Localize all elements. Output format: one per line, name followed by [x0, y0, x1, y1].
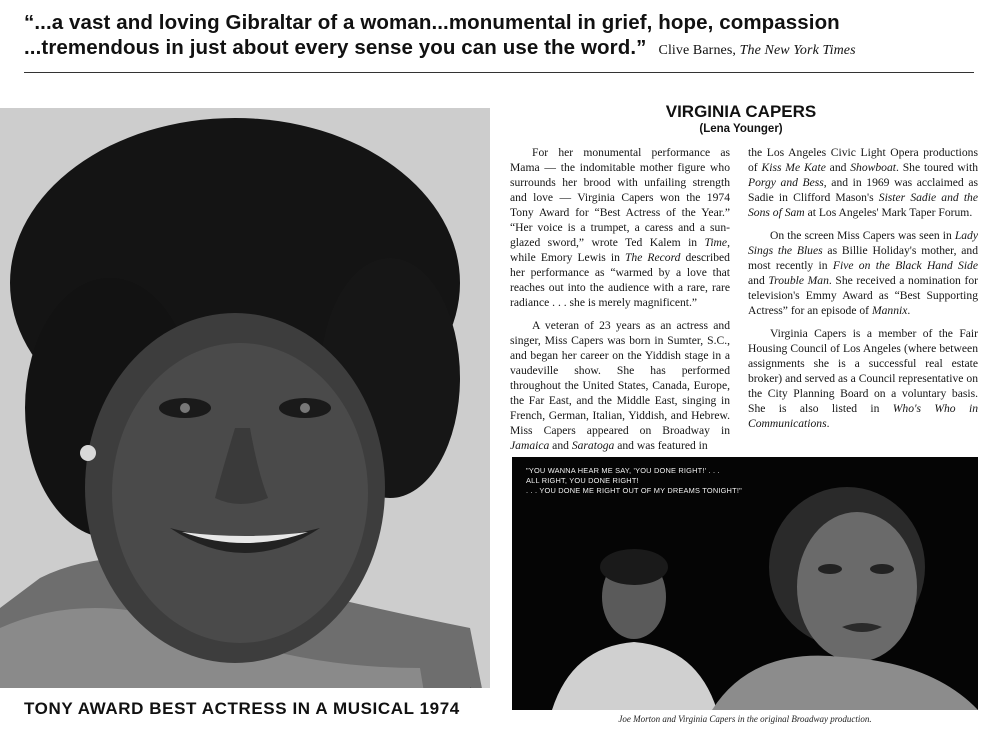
performer-name: VIRGINIA CAPERS — [665, 102, 817, 121]
photo-caption: Joe Morton and Virginia Capers in the original Broadway production. — [618, 714, 872, 724]
award-caption-text: TONY AWARD BEST ACTRESS IN A MUSICAL 1974 — [24, 699, 460, 718]
quote-attribution — [659, 43, 856, 58]
article-paragraph: the Los Angeles Civic Light Opera productions of Kiss Me Kate and Showboat. She toured with Porgy and Bess, and in 1969 was acclaimed as Sadie in Clifford Mason's Sister Sadie and the Sons of Sam at Los Angeles' Mark Taper Forum. — [748, 146, 979, 219]
attribution-name: Clive Barnes, — [658, 43, 737, 58]
article-paragraph: A veteran of 23 years as an actress and singer, Miss Capers was born in Sumter, S.C., and began her career on the Yiddish stage in a vaudeville show. She has performed throughout the United States, Canada, Europe, the Far East, and the Middle East, singing in French, German, Italian, Yiddish, and Hebrew. Miss Capers appeared on Broadway in Jamaica and Saratoga and was featured in — [510, 319, 730, 452]
portrait-photo — [0, 108, 490, 729]
article-column-1 — [510, 145, 730, 461]
article-column-2 — [748, 145, 978, 439]
quote-line-1: “...a vast and loving Gibraltar of a woman...monumental in grief, hope, compassion — [24, 11, 840, 34]
award-caption — [0, 688, 490, 729]
stage-photo — [512, 457, 978, 710]
stage-quote-line: ALL RIGHT, YOU DONE RIGHT! — [526, 476, 639, 485]
stage-quote — [526, 466, 886, 496]
stage-quote-line: . . . YOU DONE ME RIGHT OUT OF MY DREAMS TONIGHT!" — [526, 486, 742, 495]
article-paragraph: For her monumental performance as Mama — the indomitable mother figure who surrounds her brood with unfailing strength and love — Virginia Capers won the 1974 Tony Award for “Best Actress of the Year.” “Her voice is a trumpet, a caress and a sun-glazed sword,” wrote Ted Kalem in Time, while Emory Lewis in The Record described her performance as “warmed by a love that reaches out into the audience with a rare, rare radiance . . . she is merely magnificent.” — [510, 146, 730, 309]
attribution-source: The New York Times — [739, 43, 856, 58]
portrait-illustration — [0, 108, 490, 729]
header-quote — [24, 10, 984, 63]
quote-line-2-text: ...tremendous in just about every sense you can use the word.” — [24, 36, 647, 59]
performer-role: (Lena Younger) — [699, 123, 783, 135]
article-paragraph: Virginia Capers is a member of the Fair Housing Council of Los Angeles (where between assignments she is a successful real estate broker) and served as a Council representative on the City Planning Board on a voluntary basis. She is also listed in Who's Who in Communications. — [748, 327, 978, 430]
stage-quote-line: "YOU WANNA HEAR ME SAY, 'YOU DONE RIGHT!' . . . — [526, 466, 720, 475]
quote-line-2 — [24, 35, 984, 63]
header-rule — [24, 72, 974, 73]
article-paragraph: On the screen Miss Capers was seen in Lady Sings the Blues as Billie Holiday's mother, and most recently in Five on the Black Hand Side and Trouble Man. She received a nomination for television's Emmy Award as “Best Supporting Actress” for an episode of Mannix. — [748, 229, 978, 317]
